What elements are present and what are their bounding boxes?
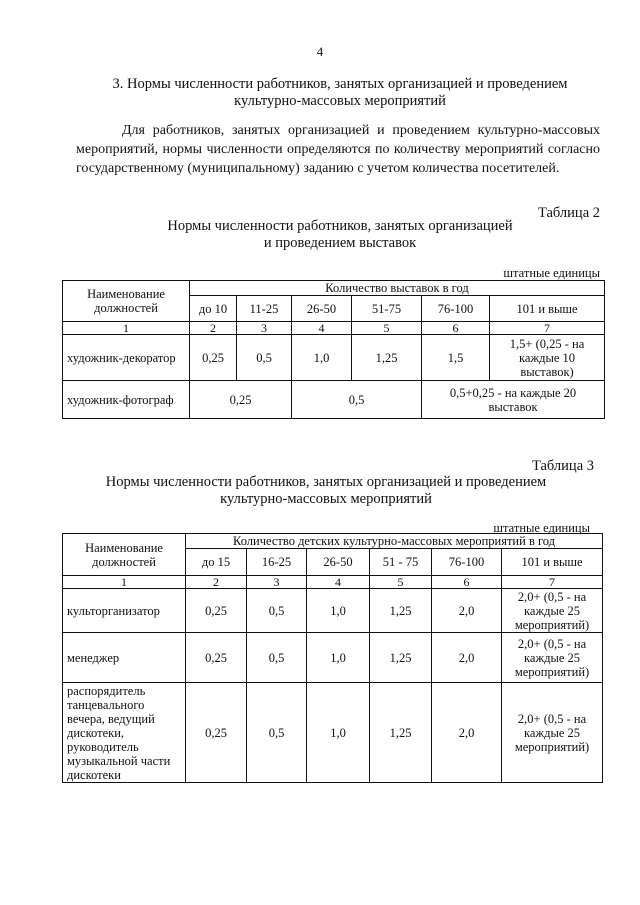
table3-row1-value-3: 1,0 [307,589,370,633]
table-row [63,633,603,683]
section-title [60,76,620,110]
table2-row1-value-4: 1,25 [352,335,422,381]
table3-row1-value-6: 2,0+ (0,5 - на каждые 25 мероприятий) [502,589,603,633]
table3-range-3: 26-50 [307,549,370,576]
table3 [62,533,603,783]
table3-colnum-2: 2 [186,576,247,589]
table2-row2-value-1: 0,25 [190,381,292,419]
table3-colnum-4: 4 [307,576,370,589]
table3-range-1: до 15 [186,549,247,576]
page-number: 4 [316,44,324,59]
table2-colnum-5: 5 [352,322,422,335]
table-row [63,589,603,633]
table2-colnum-6: 6 [422,322,490,335]
table3-row2-value-6: 2,0+ (0,5 - на каждые 25 мероприятий) [502,633,603,683]
table2-range-2: 11-25 [237,296,292,322]
table3-header-group: Количество детских культурно-массовых мероприятий в год [186,534,603,549]
table-row [63,335,605,381]
table2-title-line1: Нормы численности работников, занятых организацией [167,218,513,234]
table3-row2-value-5: 2,0 [432,633,502,683]
table3-range-4: 51 - 75 [370,549,432,576]
table3-row2-value-2: 0,5 [247,633,307,683]
table3-row2-value-3: 1,0 [307,633,370,683]
table3-range-6: 101 и выше [502,549,603,576]
table2-header-position: Наименование должностей [63,281,190,322]
table2-row1-value-6: 1,5+ (0,25 - на каждые 10 выставок) [490,335,605,381]
table-row [63,381,605,419]
table2-range-1: до 10 [190,296,237,322]
table3-row1-value-5: 2,0 [432,589,502,633]
table2-header-group: Количество выставок в год [190,281,605,296]
table3-row3-value-6: 2,0+ (0,5 - на каждые 25 мероприятий) [502,683,603,783]
table2-row1-name: художник-декоратор [63,335,190,381]
table2-row1-value-2: 0,5 [237,335,292,381]
table3-row3-value-5: 2,0 [432,683,502,783]
table3-row2-name: менеджер [63,633,186,683]
table2-row1-value-5: 1,5 [422,335,490,381]
table2-row2-value-3: 0,5+0,25 - на каждые 20 выставок [422,381,605,419]
table3-units: штатные единицы [493,521,590,535]
table3-colnum-5: 5 [370,576,432,589]
table2-colnum-1: 1 [63,322,190,335]
table3-row2-value-1: 0,25 [186,633,247,683]
table3-label: Таблица 3 [531,458,594,474]
table3-colnum-3: 3 [247,576,307,589]
table3-row3-value-4: 1,25 [370,683,432,783]
table3-title-line1: Нормы численности работников, занятых организацией и проведением [105,474,547,490]
table2-range-5: 76-100 [422,296,490,322]
table3-colnum-6: 6 [432,576,502,589]
section-paragraph: Для работников, занятых организацией и проведением культурно-массовых мероприятий, нормы численности определяются по количеству мероприятий согласно государственному (муниципальному) заданию с учетом количества посетителей. [76,123,600,176]
table2-colnum-7: 7 [490,322,605,335]
table3-range-5: 76-100 [432,549,502,576]
table3-colnum-1: 1 [63,576,186,589]
table2-row2-name: художник-фотограф [63,381,190,419]
table2-colnum-3: 3 [237,322,292,335]
table2-label: Таблица 2 [537,205,600,221]
table2-row2-value-2: 0,5 [292,381,422,419]
section-title-line1: 3. Нормы численности работников, занятых организацией и проведением [112,76,568,92]
table3-row2-value-4: 1,25 [370,633,432,683]
table3-header-position: Наименование должностей [63,534,186,576]
table3-title-line2: культурно-массовых мероприятий [220,491,432,507]
table2-colnum-2: 2 [190,322,237,335]
section-title-line2: культурно-массовых мероприятий [234,93,446,109]
table2-title-line2: и проведением выставок [263,235,417,251]
table2-row1-value-1: 0,25 [190,335,237,381]
table3-colnum-7: 7 [502,576,603,589]
table2 [62,280,605,419]
table3-row3-name: распорядитель танцевального вечера, ведущий дискотеки, руководитель музыкальной части дискотеки [63,683,186,783]
table2-colnum-4: 4 [292,322,352,335]
table3-row3-value-2: 0,5 [247,683,307,783]
table3-row1-value-1: 0,25 [186,589,247,633]
table2-range-4: 51-75 [352,296,422,322]
table3-title [46,474,606,508]
table2-range-3: 26-50 [292,296,352,322]
table2-row1-value-3: 1,0 [292,335,352,381]
table3-row3-value-3: 1,0 [307,683,370,783]
table3-row1-name: культорганизатор [63,589,186,633]
table3-row1-value-2: 0,5 [247,589,307,633]
table3-range-2: 16-25 [247,549,307,576]
table3-row1-value-4: 1,25 [370,589,432,633]
table3-row3-value-1: 0,25 [186,683,247,783]
table2-range-6: 101 и выше [490,296,605,322]
table2-title [60,218,620,252]
table-row [63,683,603,783]
table2-units: штатные единицы [503,266,600,280]
